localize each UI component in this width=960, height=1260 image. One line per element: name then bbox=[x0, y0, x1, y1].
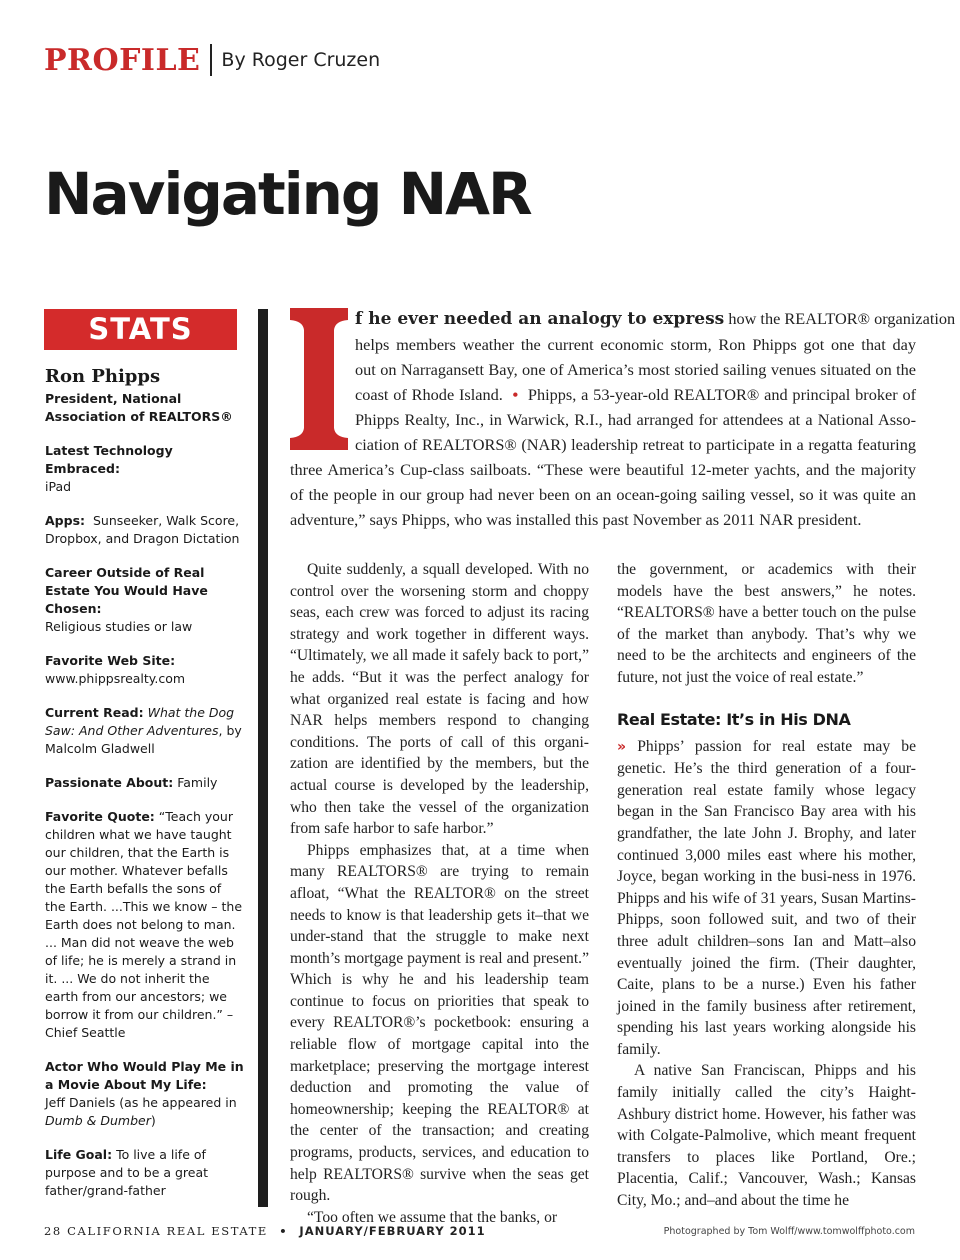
stat-value: www.phippsrealty.com bbox=[45, 671, 186, 686]
stat-value: Religious studies or law bbox=[45, 619, 193, 634]
intro-line: three America’s Cup-class sailboats. “These were beautiful 12-meter yachts, and the majority bbox=[290, 460, 916, 479]
stat-value: , by Malcolm Gladwell bbox=[45, 723, 242, 756]
stat-value-end: ) bbox=[150, 1113, 156, 1128]
stat-value: “Teach your children what we have taught our children, that the Earth is our mother. Whatever befalls the Earth befalls the sons of the Earth. ...This we know – the Earth does not belong to man. ... Man did not weave the web of life; he is merely a strand in it. ... We do not inherit the earth from our ancestors; we borrow it from our children.” – Chief Seattle bbox=[45, 809, 243, 1040]
stat-label: Favorite Web Site: bbox=[45, 653, 176, 668]
intro-line bbox=[290, 306, 956, 332]
section-subhead: Real Estate: It’s in His DNA bbox=[617, 709, 851, 729]
stat-technology bbox=[45, 442, 245, 496]
intro-line: of the people in our group had never been on an ocean-going sailing vessel, so it was quite an bbox=[290, 485, 916, 504]
stat-label: Apps: bbox=[45, 513, 86, 528]
issue-date: JANUARY/FEBRUARY 2011 bbox=[299, 1224, 486, 1238]
section-bullet: • bbox=[512, 385, 519, 404]
stats-sidebar bbox=[45, 364, 245, 1216]
stat-value: iPad bbox=[45, 479, 72, 494]
intro-line: out on Narragansett Bay, one of America’s most storied sailing venues situated on the bbox=[355, 360, 916, 379]
stat-passion bbox=[45, 774, 245, 792]
body-paragraph: Quite suddenly, a squall developed. With no control over the worsening storm and choppy seas, each crew was forced to adjust its racing strategy and work together in different ways. “Ultimately, we all made it safely back to port,” he adds. “But it was the perfect analogy for what organized real estate is facing and how NAR helps members respond to changing conditions. The ports of call of this organi-zation are identified by the members, but the actual course is developed by the leadership, who then take the vessel of the organization from safe harbor to safe harbor.” bbox=[290, 561, 589, 838]
page-header bbox=[44, 40, 380, 80]
page-footer bbox=[44, 1224, 486, 1238]
stat-label: Career Outside of Real Estate You Would Have Chosen: bbox=[45, 565, 208, 616]
stats-banner: STATS bbox=[44, 309, 237, 350]
stat-value: Sunseeker, Walk Score, Dropbox, and Dragon Dictation bbox=[45, 513, 240, 546]
byline: By Roger Cruzen bbox=[221, 49, 381, 71]
stat-label: Current Read: bbox=[45, 705, 144, 720]
stat-label: Latest Technology Embraced: bbox=[45, 443, 173, 476]
body-paragraph bbox=[617, 736, 916, 1061]
magazine-name: CALIFORNIA REAL ESTATE bbox=[67, 1224, 268, 1238]
stat-value: Jeff Daniels (as he appeared in bbox=[45, 1095, 237, 1110]
intro-paragraph bbox=[290, 306, 956, 532]
intro-line: adventure,” says Phipps, who was installed this past November as 2011 NAR president. bbox=[290, 510, 862, 529]
body-paragraph: A native San Franciscan, Phipps and his family initially called the city’s Haight-Ashbury district home. However, his father was with Colgate-Palmolive, which meant frequent transfers to places like Portland, Ore.; Placentia, Calif.; Vancouver, Wash.; Kansas City, Mo.; and–and about the time he bbox=[617, 1062, 916, 1210]
stat-website bbox=[45, 652, 245, 688]
paragraph-text: Phipps’ passion for real estate may be genetic. He’s the third generation of a four-generation real estate family whose legacy began in the San Francisco Bay area with his grandfather, the late John J. Brophy, and later continued 3,000 miles east where his mother, Joyce, began working in the busi-ness in 1976. Phipps and his wife of 31 years, Susan Martins-Phipps, soon followed suit, and two of their three adult children–sons Ian and Matt–also eventually joined the firm. (Their daughter, Caite, plans to be a nurse.) Even his father joined in the family business after retirement, spending his last years working alongside his family. bbox=[617, 737, 916, 1058]
body-column-1 bbox=[290, 559, 589, 1228]
stat-label: Life Goal: bbox=[45, 1147, 113, 1162]
stat-career bbox=[45, 564, 245, 636]
profile-title: President, National Association of REALTORS® bbox=[45, 391, 233, 424]
intro-line: ciation of REALTORS® (NAR) leadership retreat to participate in a regatta featuring bbox=[355, 435, 916, 454]
kicker-divider bbox=[210, 44, 212, 76]
stat-label: Passionate About: bbox=[45, 775, 174, 790]
article-headline: Navigating NAR bbox=[44, 160, 531, 228]
body-paragraph: the government, or academics with their models have the best answers,” he notes. “REALTORS® have a better touch on the pulse of the market than anybody. That’s why we need to be the architects and engineers of the future, not just the voice of real estate.” bbox=[617, 561, 916, 686]
footer-bullet: • bbox=[279, 1224, 289, 1238]
intro-text: how the REALTOR® organization bbox=[724, 309, 956, 328]
stat-label: Favorite Quote: bbox=[45, 809, 155, 824]
intro-text: coast of Rhode Island. bbox=[355, 385, 503, 404]
stat-quote bbox=[45, 808, 245, 1042]
page-number: 28 bbox=[44, 1224, 62, 1238]
movie-title: Dumb & Dumber bbox=[45, 1113, 151, 1128]
stat-label: Actor Who Would Play Me in a Movie About My Life: bbox=[45, 1059, 244, 1092]
stat-actor bbox=[45, 1058, 245, 1130]
stat-life-goal bbox=[45, 1146, 245, 1200]
double-chevron-icon: » bbox=[617, 738, 627, 755]
section-kicker: PROFILE bbox=[44, 42, 201, 78]
column-rule bbox=[258, 309, 268, 1207]
stat-apps bbox=[45, 512, 245, 548]
stat-value: To live a life of purpose and to be a great father/grand-father bbox=[45, 1147, 209, 1198]
stat-value: Family bbox=[177, 775, 218, 790]
lead-in: f he ever needed an analogy to express bbox=[355, 309, 725, 329]
intro-text: Phipps, a 53-year-old REALTOR® and principal broker of bbox=[527, 385, 917, 404]
intro-line: helps members weather the current economic storm, Ron Phipps got one that day bbox=[355, 335, 916, 354]
profile-name: Ron Phipps bbox=[45, 366, 161, 387]
body-paragraph: Phipps emphasizes that, at a time when many REALTORS® are trying to remain afloat, “What the REALTOR® on the street needs to know is that leadership gets it–that we under-stand that the struggle to make next month’s mortgage payment is real and present.” Which is why he and his leadership team continue to focus on priorities that speak to every REALTOR®’s pocketbook: ensuring a reliable flow of mortgage capital into the marketplace; preserving the mortgage interest deduction and promoting the value of homeownership; keeping the REALTOR® at the center of the transaction; and creating programs, products, services, and education to help REALTORS® survive when the seas get rough. bbox=[290, 841, 589, 1205]
stat-current-read bbox=[45, 704, 245, 758]
body-column-2 bbox=[617, 559, 916, 1212]
book-title: What the Dog Saw: And Other Adventures bbox=[45, 705, 235, 738]
intro-line bbox=[290, 382, 916, 407]
intro-line: Phipps Realty, Inc., in Warwick, R.I., had arranged for attendees at a National Asso- bbox=[355, 410, 916, 429]
photo-credit: Photographed by Tom Wolff/www.tomwolffphoto.com bbox=[663, 1226, 915, 1237]
body-paragraph: “Too often we assume that the banks, or bbox=[307, 1208, 558, 1226]
